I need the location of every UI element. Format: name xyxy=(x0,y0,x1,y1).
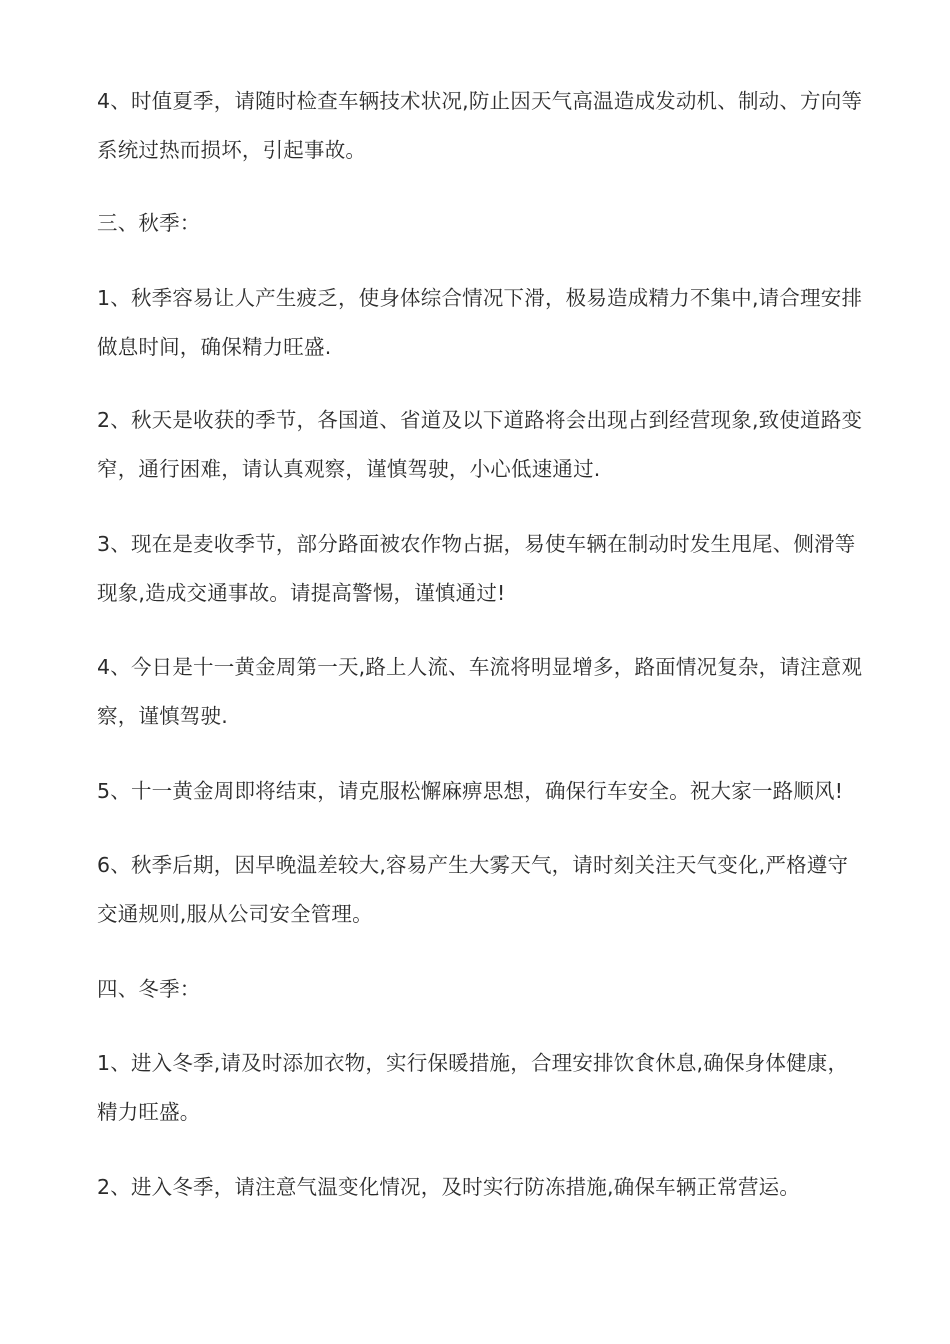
paragraph-winter-2: 2、进入冬季，请注意气温变化情况，及时实行防冻措施,确保车辆正常营运。 xyxy=(97,1175,801,1199)
paragraph-autumn-1: 1、秋季容易让人产生疲乏，使身体综合情况下滑，极易造成精力不集中,请合理安排做息时间，确保精力旺盛. xyxy=(97,286,863,359)
paragraph-autumn-2: 2、秋天是收获的季节，各国道、省道及以下道路将会出现占到经营现象,致使道路变窄，通行困难，请认真观察，谨慎驾驶，小心低速通过. xyxy=(97,408,863,481)
paragraph-autumn-3: 3、现在是麦收季节，部分路面被农作物占据，易使车辆在制动时发生甩尾、侧滑等现象,造成交通事故。请提高警惕，谨慎通过! xyxy=(97,532,856,605)
paragraph-autumn-6: 6、秋季后期，因早晚温差较大,容易产生大雾天气，请时刻关注天气变化,严格遵守交通规则,服从公司安全管理。 xyxy=(97,853,849,926)
paragraph-autumn-4: 4、今日是十一黄金周第一天,路上人流、车流将明显增多，路面情况复杂，请注意观察，谨慎驾驶. xyxy=(97,655,863,728)
paragraph-winter-1: 1、进入冬季,请及时添加衣物，实行保暖措施，合理安排饮食休息,确保身体健康，精力旺盛。 xyxy=(97,1051,849,1124)
heading-autumn: 三、秋季： xyxy=(97,211,201,235)
paragraph-autumn-5: 5、十一黄金周即将结束，请克服松懈麻痹思想，确保行车安全。祝大家一路顺风! xyxy=(97,779,844,803)
heading-winter: 四、冬季： xyxy=(97,977,201,1001)
paragraph-summer-4: 4、时值夏季，请随时检查车辆技术状况,防止因天气高温造成发动机、制动、方向等系统过热而损坏，引起事故。 xyxy=(97,89,863,162)
